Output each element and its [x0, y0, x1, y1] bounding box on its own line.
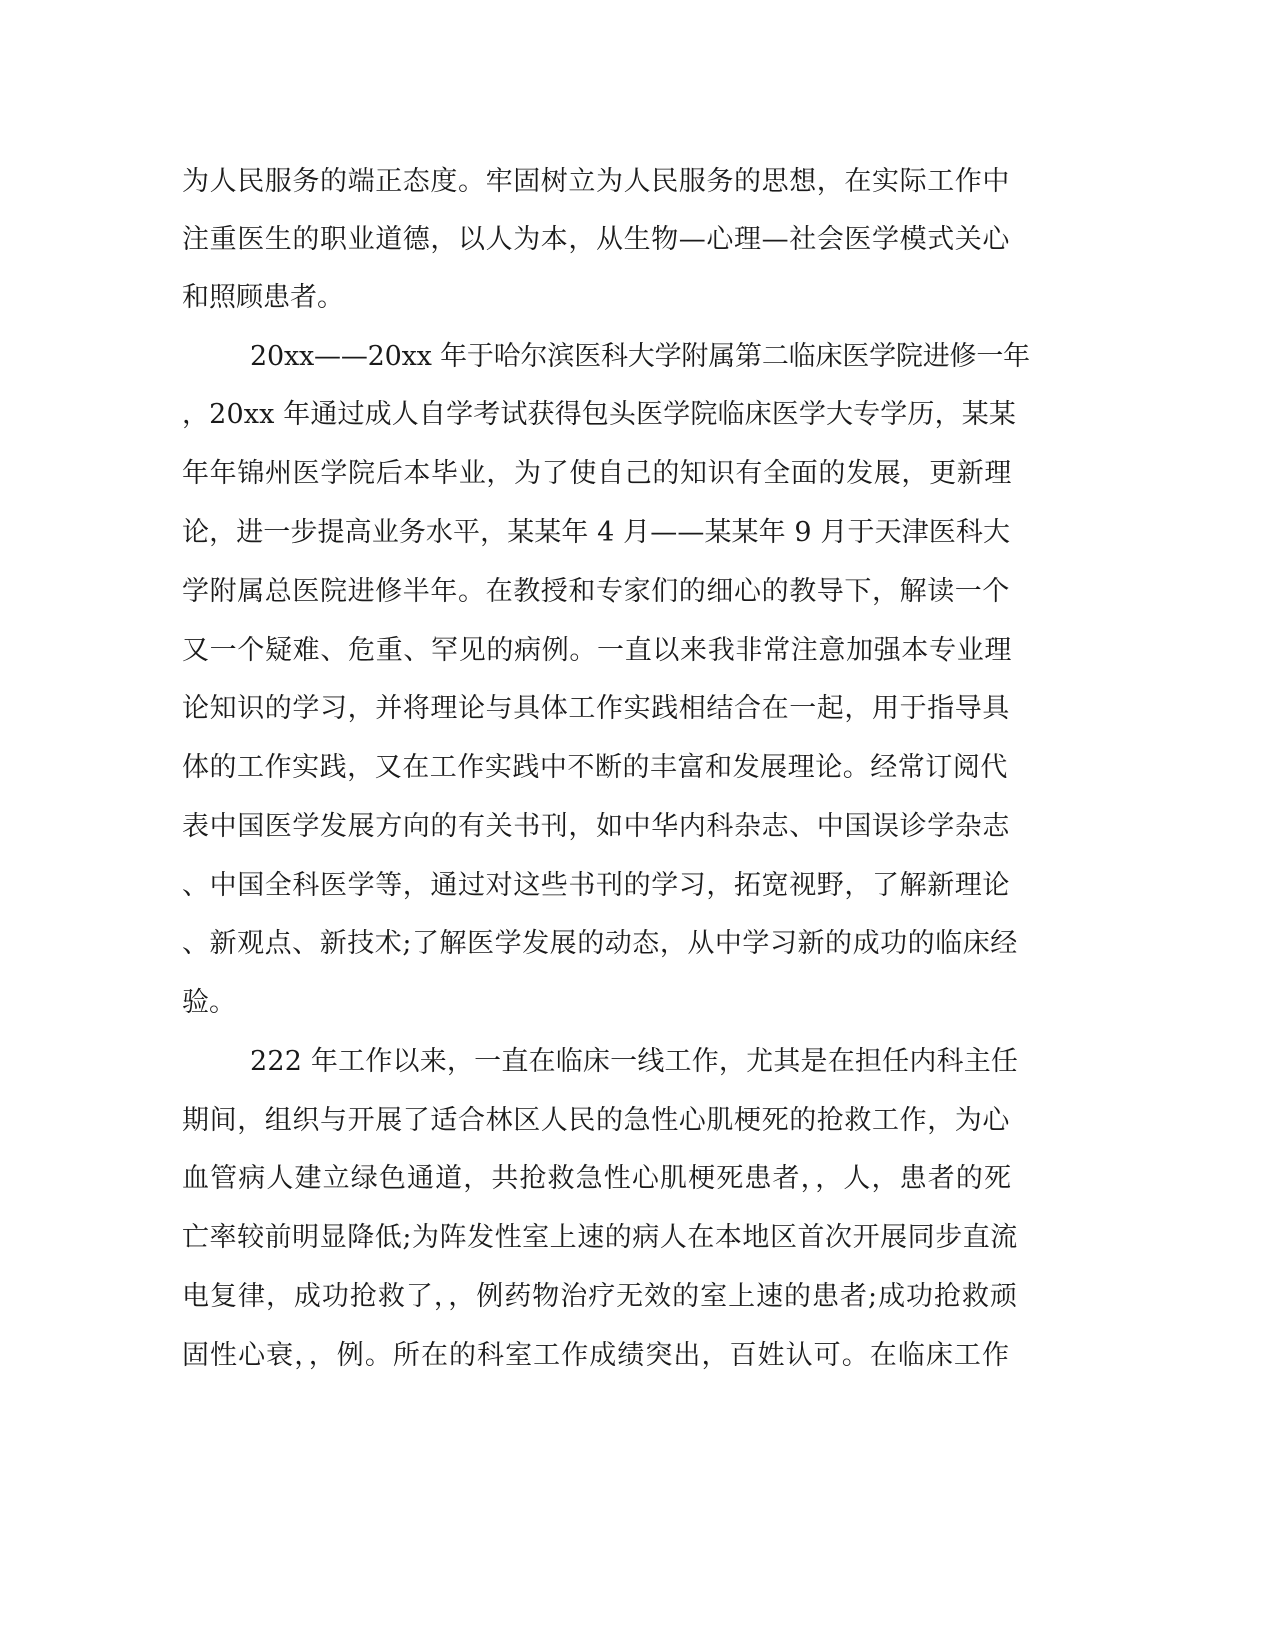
- text-line: 期间，组织与开展了适合林区人民的急性心肌梗死的抢救工作，为心: [182, 1105, 1010, 1136]
- text-line: 年年锦州医学院后本毕业，为了使自己的知识有全面的发展，更新理: [182, 458, 1013, 489]
- paragraph-first-line: 222 年工作以来，一直在临床一线工作，尤其是在担任内科主任: [250, 1046, 1019, 1077]
- text-line: 又一个疑难、危重、罕见的病例。一直以来我非常注意加强本专业理: [182, 635, 1013, 666]
- text-line: 注重医生的职业道德，以人为本，从生物—心理—社会医学模式关心: [182, 224, 1010, 255]
- text-line: ，20xx 年通过成人自学考试获得包头医学院临床医学大专学历，某某: [182, 399, 1017, 430]
- text-line: 电复律，成功抢救了，，例药物治疗无效的室上速的患者;成功抢救顽: [182, 1281, 1018, 1312]
- text-line: 和照顾患者。: [182, 282, 344, 313]
- text-line: 体的工作实践，又在工作实践中不断的丰富和发展理论。经常订阅代: [182, 752, 1008, 783]
- text-line: 验。: [182, 987, 236, 1018]
- text-line: 固性心衰，，例。所在的科室工作成绩突出，百姓认可。在临床工作: [182, 1340, 1010, 1371]
- text-line: 表中国医学发展方向的有关书刊，如中华内科杂志、中国误诊学杂志: [182, 811, 1010, 842]
- text-line: 学附属总医院进修半年。在教授和专家们的细心的教导下，解读一个: [182, 576, 1010, 607]
- text-line: 、中国全科医学等，通过对这些书刊的学习，拓宽视野，了解新理论: [182, 870, 1010, 901]
- text-line: 为人民服务的端正态度。牢固树立为人民服务的思想，在实际工作中: [182, 166, 1010, 197]
- text-line: 论知识的学习，并将理论与具体工作实践相结合在一起，用于指导具: [182, 693, 1010, 724]
- text-line: 亡率较前明显降低;为阵发性室上速的病人在本地区首次开展同步直流: [182, 1222, 1018, 1253]
- text-line: 论，进一步提高业务水平，某某年 4 月——某某年 9 月于天津医科大: [182, 517, 1011, 548]
- paragraph-first-line: 20xx——20xx 年于哈尔滨医科大学附属第二临床医学院进修一年: [250, 341, 1030, 372]
- text-line: 、新观点、新技术;了解医学发展的动态，从中学习新的成功的临床经: [182, 928, 1018, 959]
- text-line: 血管病人建立绿色通道，共抢救急性心肌梗死患者，，人，患者的死: [182, 1163, 1013, 1194]
